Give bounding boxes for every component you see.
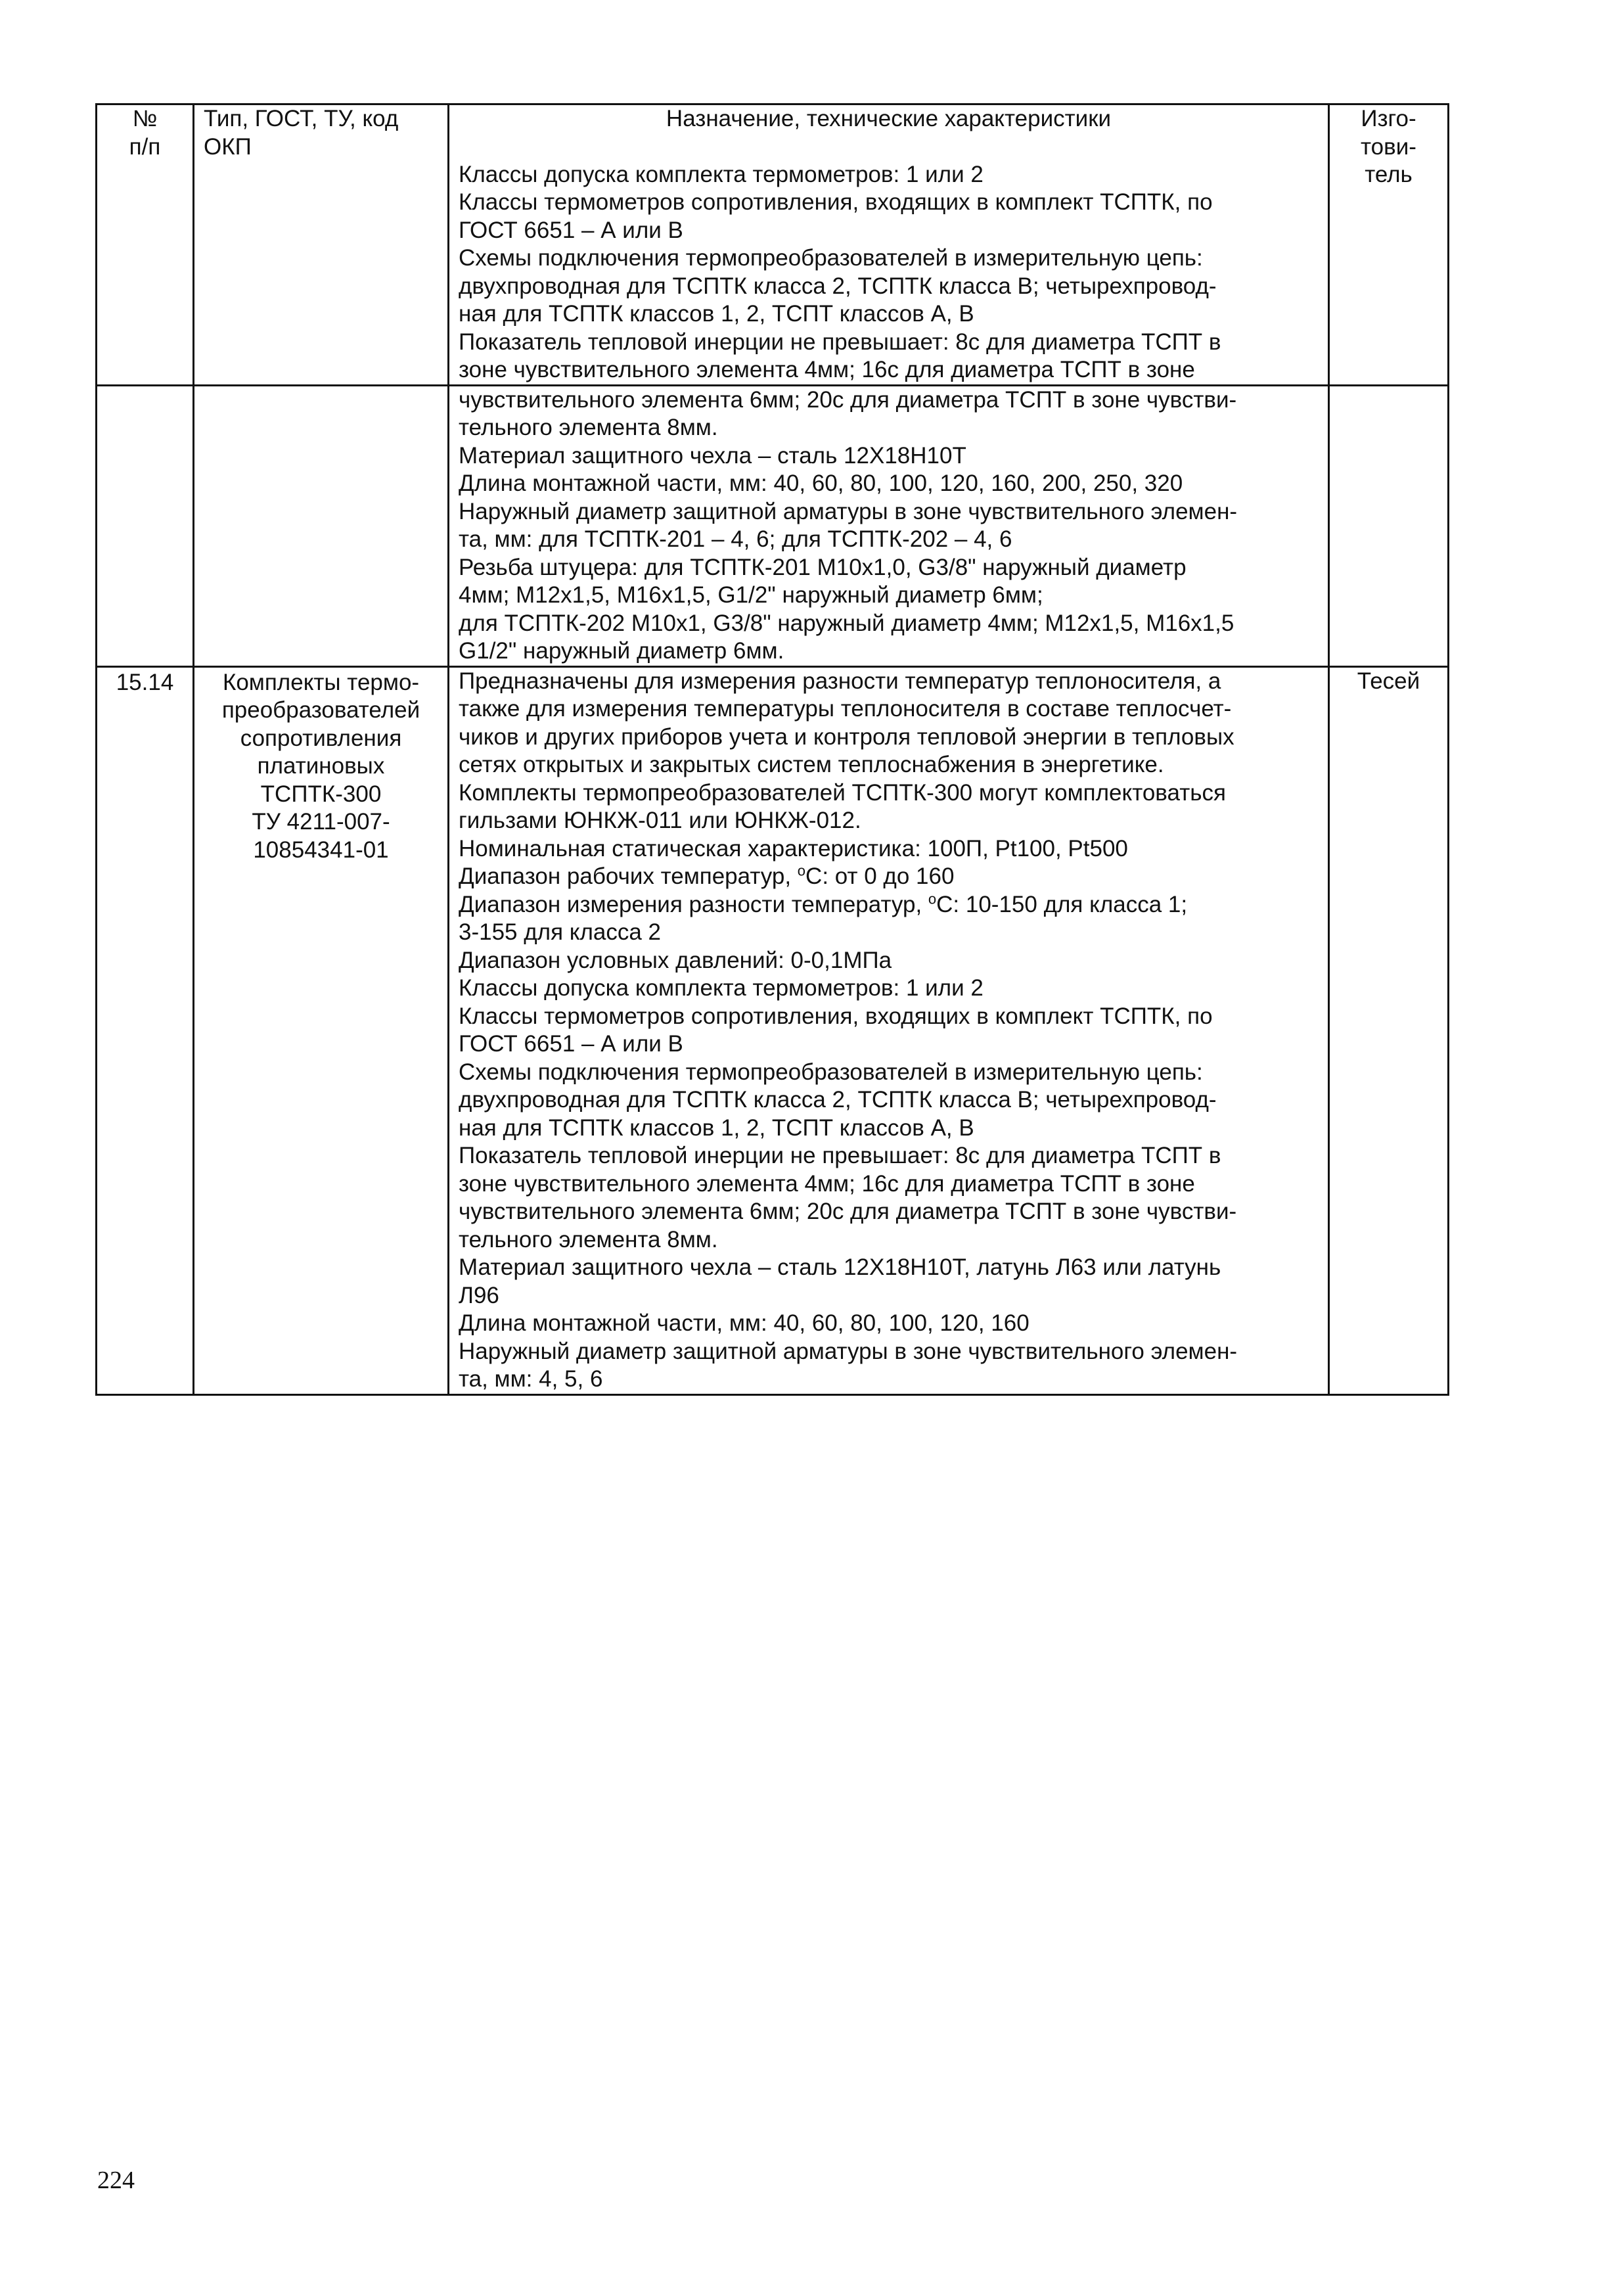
- text-line: Диапазон измерения разности температур, $^о$С: 10-150 для класса 1;: [459, 890, 1188, 917]
- manufacturer-cell: [1329, 385, 1449, 666]
- text-line: Показатель тепловой инерции не превышает: 8с для диаметра ТСПТ в: [459, 329, 1221, 355]
- text-line: ТСПТК-300: [260, 781, 382, 807]
- text-line: двухпроводная для ТСПТК класса 2, ТСПТК класса В; четырехпровод-: [459, 1087, 1217, 1113]
- number-cell: 15.14: [97, 666, 194, 1394]
- header-number: № п/п: [97, 104, 194, 386]
- manufacturer-cell: Тесей: [1329, 666, 1449, 1394]
- description-cell: [449, 104, 1329, 386]
- text-line: гильзами ЮНКЖ-011 или ЮНКЖ-012.: [459, 808, 861, 833]
- text-line: для ТСПТК-202 М10х1, G3/8" наружный диаметр 4мм; М12х1,5, М16х1,5: [459, 610, 1234, 636]
- text-line: Наружный диаметр защитной арматуры в зоне чувствительного элемен-: [459, 498, 1238, 524]
- text-line: тельного элемента 8мм.: [459, 1226, 718, 1252]
- table-row: [97, 104, 1449, 386]
- text-line: тельного элемента 8мм.: [459, 415, 718, 440]
- text-line: Комплекты термопреобразователей ТСПТК-300 могут комплектоваться: [459, 779, 1226, 806]
- text-line: 3-155 для класса 2: [459, 919, 662, 945]
- header-type: Тип, ГОСТ, ТУ, код ОКП: [194, 104, 449, 386]
- text-line: сетях открытых и закрытых систем теплоснабжения в энергетике.: [459, 752, 1164, 777]
- text-line: ГОСТ 6651 – А или В: [459, 217, 683, 243]
- text-line: ная для ТСПТК классов 1, 2, ТСПТ классов А, В: [459, 301, 974, 327]
- text-line: Наружный диаметр защитной арматуры в зоне чувствительного элемен-: [459, 1338, 1238, 1364]
- text-line: зоне чувствительного элемента 4мм; 16с для диаметра ТСПТ в зоне: [459, 357, 1195, 382]
- text-line: Диапазон рабочих температур, $^о$С: от 0 до 160: [459, 862, 955, 889]
- text-line: та, мм: 4, 5, 6: [459, 1366, 603, 1392]
- spec-table: [95, 103, 1449, 1396]
- text-line: Резьба штуцера: для ТСПТК-201 М10х1,0, G3/8" наружный диаметр: [459, 554, 1187, 580]
- page-number: 224: [97, 2167, 135, 2194]
- text-line: Длина монтажной части, мм: 40, 60, 80, 100, 120, 160, 200, 250, 320: [459, 471, 1183, 496]
- text-line: ТУ 4211-007-: [252, 809, 390, 835]
- text-line: чувствительного элемента 6мм; 20с для диаметра ТСПТ в зоне чувстви-: [459, 1199, 1237, 1224]
- description-cell: [449, 385, 1329, 666]
- text-line: чиков и других приборов учета и контроля тепловой энергии в тепловых: [459, 723, 1234, 750]
- text-line: также для измерения температуры теплоносителя в составе теплосчет-: [459, 696, 1232, 722]
- text-line: зоне чувствительного элемента 4мм; 16с для диаметра ТСПТ в зоне: [459, 1170, 1195, 1197]
- table-row: [97, 666, 1449, 1394]
- text-line: сопротивления: [240, 725, 402, 751]
- text-line: преобразователей: [221, 697, 420, 723]
- text-line: Классы допуска комплекта термометров: 1 или 2: [459, 975, 984, 1001]
- text-line: Материал защитного чехла – сталь 12Х18Н10Т: [459, 442, 966, 469]
- text-line: Классы термометров сопротивления, входящих в комплект ТСПТК, по: [459, 189, 1213, 215]
- text-line: двухпроводная для ТСПТК класса 2, ТСПТК класса В; четырехпровод-: [459, 273, 1217, 299]
- text-line: Комплекты термо-: [222, 669, 420, 695]
- text-line: Классы допуска комплекта термометров: 1 или 2: [459, 161, 984, 187]
- type-cell: [194, 385, 449, 666]
- description-cell: [449, 666, 1329, 1394]
- text-line: G1/2" наружный диаметр 6мм.: [459, 638, 784, 664]
- header-description: Назначение, технические характеристики: [666, 106, 1112, 131]
- text-line: Показатель тепловой инерции не превышает: 8с для диаметра ТСПТ в: [459, 1143, 1221, 1168]
- number-cell: [97, 385, 194, 666]
- table-row: [97, 385, 1449, 666]
- text-line: Номинальная статическая характеристика: 100П, Pt100, Pt500: [459, 835, 1128, 861]
- text-line: та, мм: для ТСПТК-201 – 4, 6; для ТСПТК-202 – 4, 6: [459, 526, 1012, 552]
- text-line: Схемы подключения термопреобразователей в измерительную цепь:: [459, 245, 1203, 271]
- text-line: Классы термометров сопротивления, входящих в комплект ТСПТК, по: [459, 1003, 1213, 1029]
- text-line: платиновых: [257, 753, 385, 779]
- text-line: Длина монтажной части, мм: 40, 60, 80, 100, 120, 160: [459, 1310, 1030, 1336]
- text-line: Предназначены для измерения разности температур теплоносителя, а: [459, 668, 1221, 694]
- text-line: Схемы подключения термопреобразователей в измерительную цепь:: [459, 1059, 1203, 1085]
- type-cell: [194, 666, 449, 1394]
- text-line: ная для ТСПТК классов 1, 2, ТСПТ классов А, В: [459, 1114, 974, 1141]
- text-line: 10854341-01: [253, 837, 389, 863]
- header-manufacturer: Изго- тови- тель: [1329, 104, 1449, 386]
- text-line: Л96: [459, 1282, 499, 1308]
- text-line: Материал защитного чехла – сталь 12Х18Н10Т, латунь Л63 или латунь: [459, 1254, 1221, 1280]
- text-line: Диапазон условных давлений: 0-0,1МПа: [459, 947, 892, 973]
- text-line: 4мм; М12х1,5, М16х1,5, G1/2" наружный диаметр 6мм;: [459, 582, 1043, 608]
- text-line: ГОСТ 6651 – А или В: [459, 1031, 683, 1057]
- text-line: чувствительного элемента 6мм; 20с для диаметра ТСПТ в зоне чувстви-: [459, 386, 1237, 413]
